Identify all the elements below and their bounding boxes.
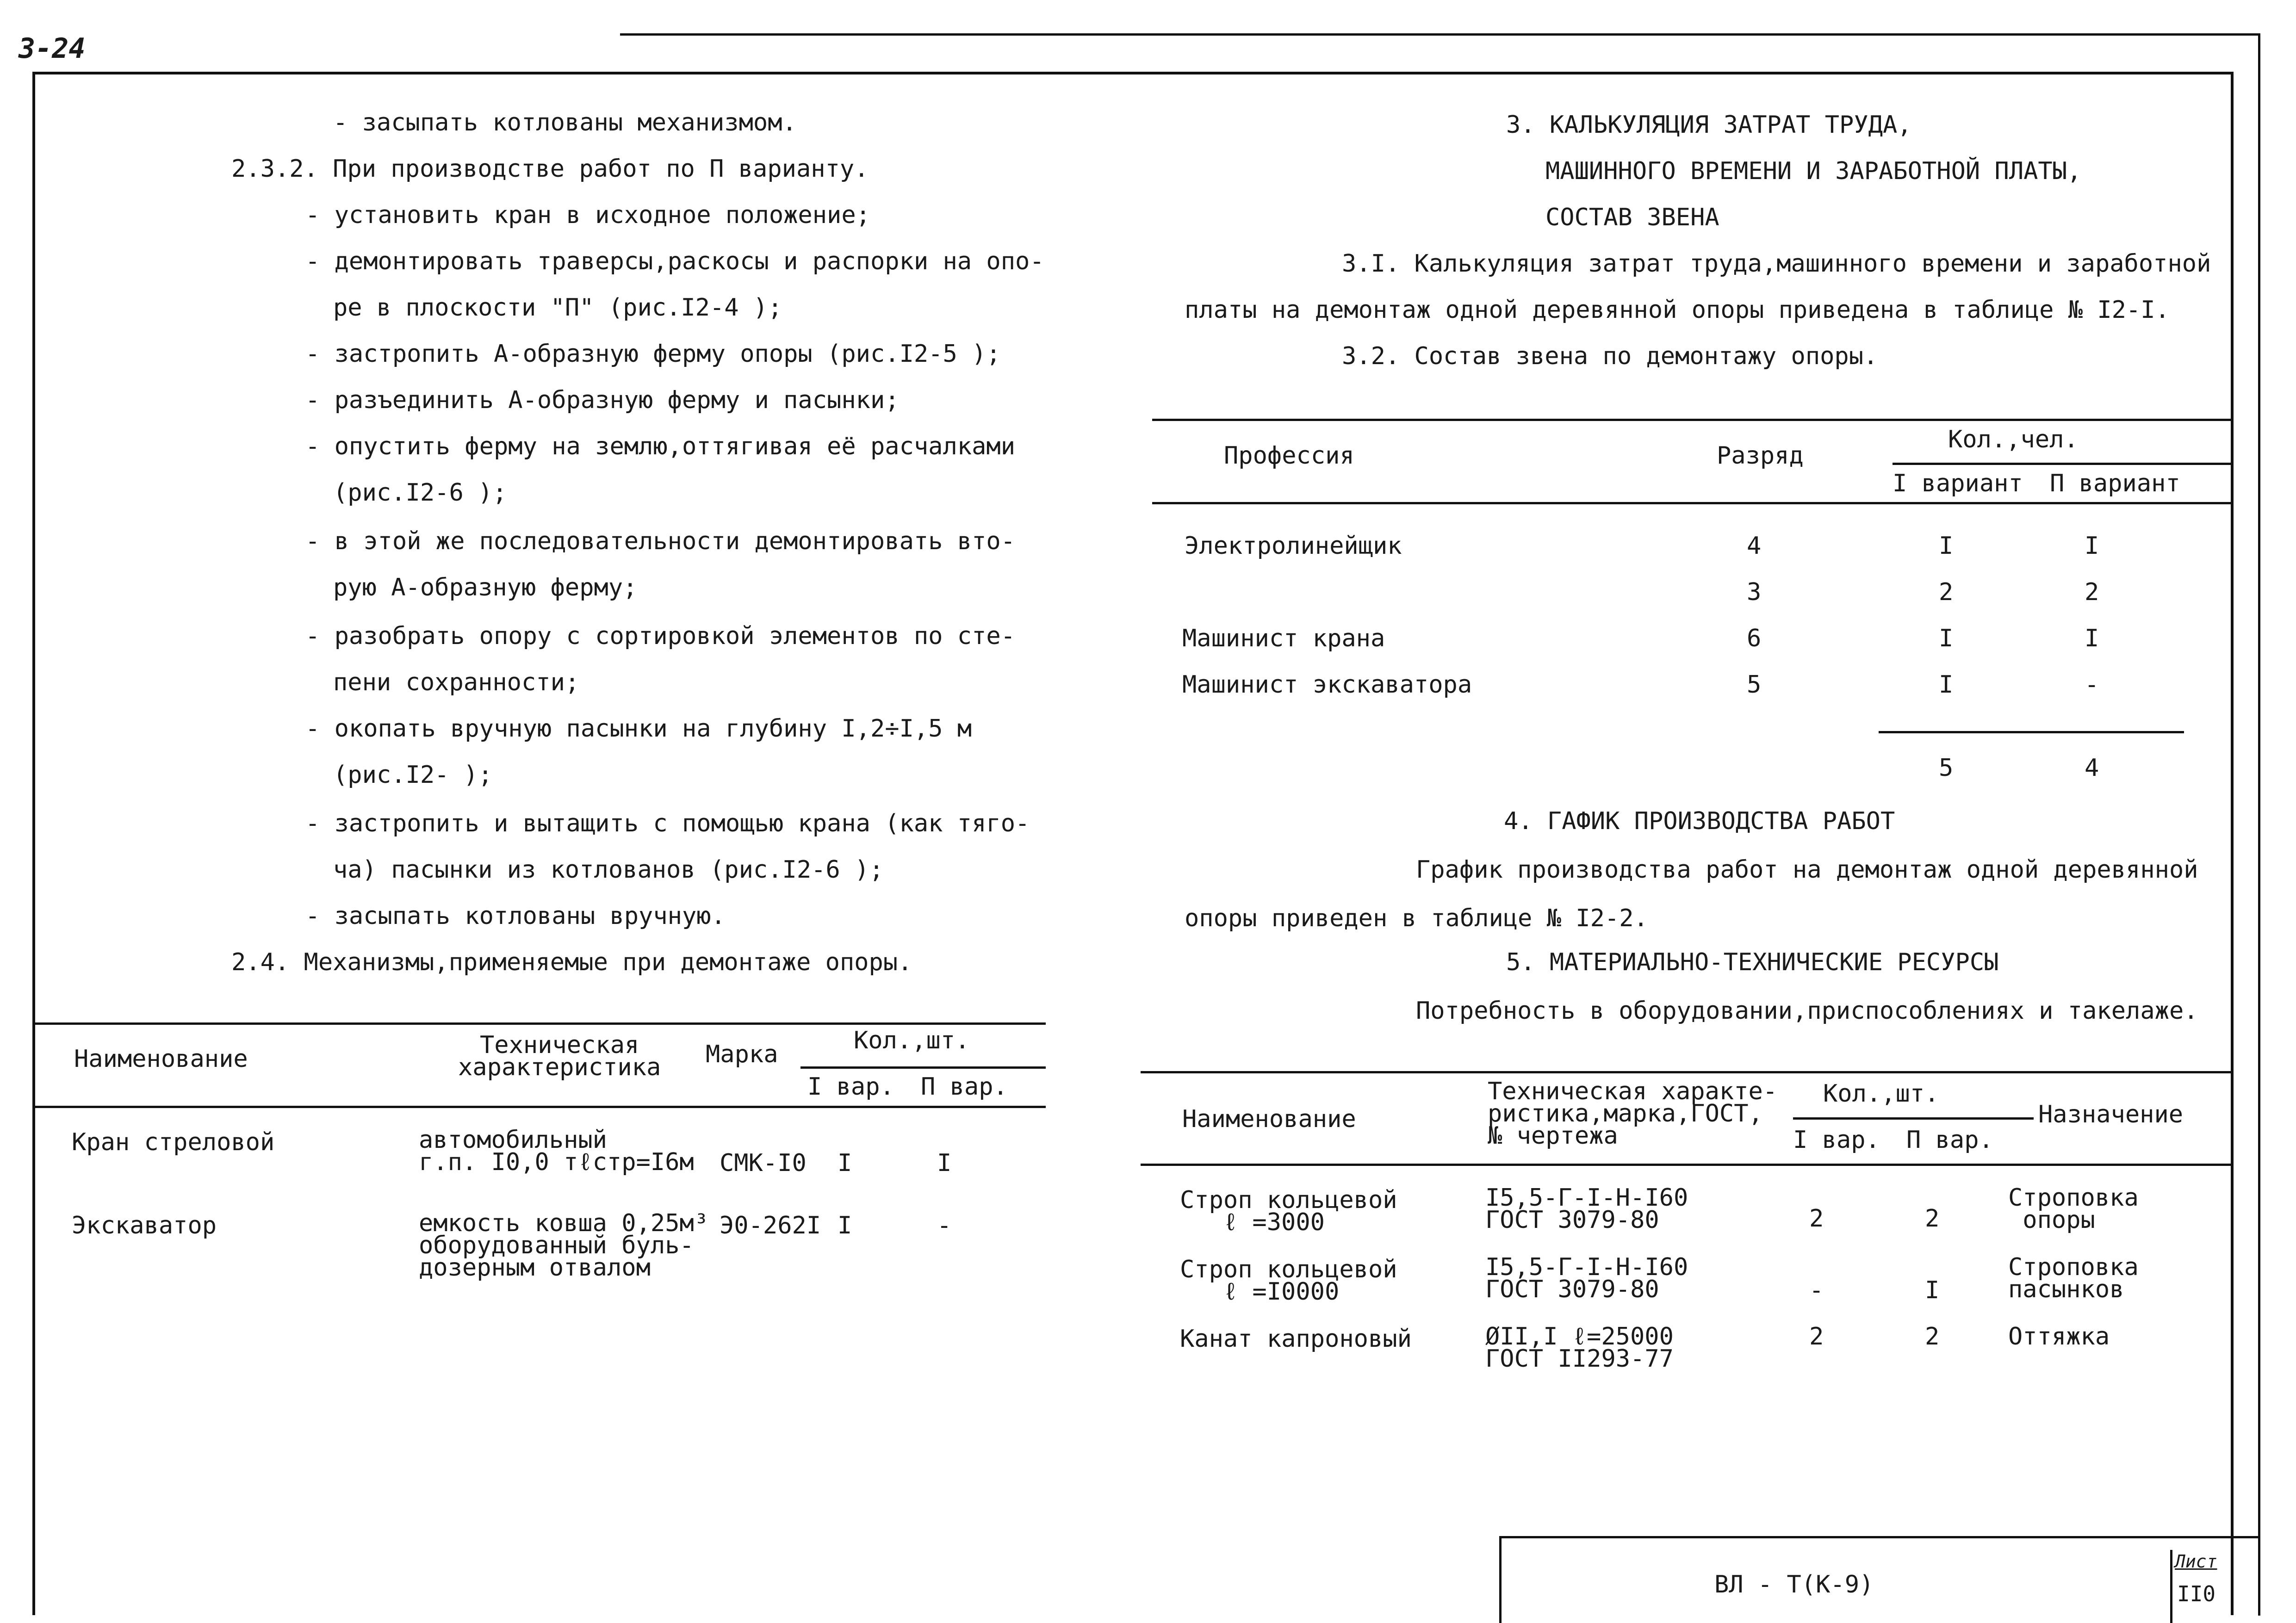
res-row-3-var1: 2: [1809, 1323, 1824, 1350]
crew-row-1-var2: I: [2085, 532, 2099, 560]
left-line-10: - в этой же последовательности демонтировать вто-: [305, 527, 1016, 555]
res-row-1-tech: I5,5-Г-I-Н-I60 ГОСТ 3079-80: [1485, 1184, 1688, 1234]
crew-header-var2: П вариант: [2050, 470, 2180, 497]
left-line-19: 2.4. Механизмы,применяемые при демонтаже опоры.: [231, 948, 912, 976]
stamp-left-rule: [1499, 1536, 1502, 1623]
crew-row-3-var2: I: [2085, 625, 2099, 652]
left-line-1: - засыпать котлованы механизмом.: [333, 109, 797, 136]
stamp-sheet-number: II0: [2177, 1581, 2216, 1606]
section-3-heading-line-2: МАШИННОГО ВРЕМЕНИ И ЗАРАБОТНОЙ ПЛАТЫ,: [1545, 157, 2082, 185]
left-line-6: - застропить А-образную ферму опоры (рис.I2-5 );: [305, 340, 1001, 368]
res-row-1-var2: 2: [1925, 1205, 1940, 1233]
left-line-11: рую А-образную ферму;: [333, 574, 638, 601]
left-line-8: - опустить ферму на землю,оттягивая её расчалками: [305, 433, 1016, 460]
p31-line-1: 3.I. Калькуляция затрат труда,машинного времени и заработной: [1342, 250, 2211, 278]
p5-text: Потребность в оборудовании,приспособлениях и такелаже.: [1416, 997, 2198, 1025]
res-table-top-rule: [1141, 1071, 2233, 1073]
crew-row-4-var1: I: [1939, 671, 1954, 699]
left-line-4: - демонтировать траверсы,раскосы и распорки на опо-: [305, 248, 1044, 275]
crew-row-4-var2: -: [2085, 671, 2099, 699]
res-row-2-purpose: Строповка пасынков: [2008, 1253, 2139, 1303]
mech-row-1-var2: I: [937, 1149, 952, 1177]
left-line-9: (рис.I2-6 );: [333, 479, 507, 507]
mech-row-2-tech: емкость ковша 0,25м³ оборудованный буль- дозерным отвалом: [419, 1209, 709, 1282]
section-3-heading-line-1: 3. КАЛЬКУЛЯЦИЯ ЗАТРАТ ТРУДА,: [1506, 111, 1912, 139]
crew-row-4-grade: 5: [1747, 671, 1762, 699]
left-line-18: - засыпать котлованы вручную.: [305, 902, 726, 930]
res-row-1-purpose: Строповка опоры: [2008, 1184, 2139, 1234]
crew-row-1-profession: Электролинейщик: [1185, 532, 1402, 560]
crew-row-2-grade: 3: [1747, 578, 1762, 606]
crew-header-qty: Кол.,чел.: [1948, 426, 2079, 453]
crew-table-top-rule: [1152, 419, 2233, 421]
p4-line-2: опоры приведен в таблице № I2-2.: [1185, 904, 1648, 932]
section-3-heading-line-3: СОСТАВ ЗВЕНА: [1545, 204, 1719, 231]
right-border: [2258, 33, 2260, 1616]
crew-header-bottom-rule: [1152, 502, 2233, 504]
stamp-sheet-divider: [2170, 1550, 2172, 1623]
mech-row-2-var1: I: [838, 1212, 852, 1239]
res-header-purpose: Назначение: [2038, 1101, 2184, 1128]
mech-row-1-name: Кран стреловой: [72, 1128, 275, 1156]
crew-row-1-grade: 4: [1747, 532, 1762, 560]
section-5-heading: 5. МАТЕРИАЛЬНО-ТЕХНИЧЕСКИЕ РЕСУРСЫ: [1506, 948, 1999, 976]
res-row-3-tech: ØII,I ℓ=25000 ГОСТ II293-77: [1485, 1323, 1674, 1373]
res-row-1-name: Строп кольцевой ℓ =3000: [1180, 1186, 1397, 1236]
section-4-heading: 4. ГАФИК ПРОИЗВОДСТВА РАБОТ: [1504, 807, 1895, 835]
res-header-name: Наименование: [1182, 1105, 1356, 1133]
res-row-3-name: Канат капроновый: [1180, 1325, 1412, 1353]
mech-row-2-mark: Э0-262I: [720, 1212, 821, 1239]
res-row-3-purpose: Оттяжка: [2008, 1323, 2110, 1350]
mech-table-top-rule: [35, 1022, 1046, 1025]
left-line-7: - разъединить А-образную ферму и пасынки;: [305, 386, 900, 414]
crew-row-4-profession: Машинист экскаватора: [1182, 671, 1472, 699]
left-line-13: пени сохранности;: [333, 669, 580, 696]
crew-total-rule: [1879, 731, 2184, 733]
mech-row-1-mark: СМК-I0: [720, 1149, 807, 1177]
page-corner-mark: 3-24: [19, 32, 86, 65]
crew-row-2-var1: 2: [1939, 578, 1954, 606]
mech-qty-rule: [800, 1066, 1046, 1069]
left-line-16: - застропить и вытащить с помощью крана (как тяго-: [305, 810, 1030, 837]
mech-header-name: Наименование: [74, 1045, 248, 1073]
stamp-sheet-label: Лист: [2175, 1551, 2217, 1572]
crew-row-3-var1: I: [1939, 625, 1954, 652]
left-line-15: (рис.I2- );: [333, 761, 493, 789]
crew-header-grade: Разряд: [1717, 442, 1804, 470]
res-row-1-var1: 2: [1809, 1205, 1824, 1233]
res-header-bottom-rule: [1141, 1164, 2233, 1166]
p32-text: 3.2. Состав звена по демонтажу опоры.: [1342, 342, 1878, 370]
res-header-var2: П вар.: [1906, 1126, 1993, 1154]
mech-row-2-name: Экскаватор: [72, 1212, 217, 1239]
res-qty-rule: [1793, 1117, 2034, 1120]
left-line-3: - установить кран в исходное положение;: [305, 201, 870, 229]
left-line-5: ре в плоскости "П" (рис.I2-4 );: [333, 294, 782, 322]
stamp-code: ВЛ - Т(К-9): [1714, 1571, 1874, 1598]
crew-qty-rule: [1893, 463, 2233, 465]
p31-line-2: платы на демонтаж одной деревянной опоры приведена в таблице № I2-I.: [1185, 296, 2170, 324]
res-header-qty: Кол.,шт.: [1823, 1080, 1939, 1108]
crew-total-var1: 5: [1939, 754, 1954, 782]
crew-header-profession: Профессия: [1224, 442, 1354, 470]
crew-header-var1: I вариант: [1893, 470, 2023, 497]
mech-row-1-tech: автомобильный г.п. I0,0 тℓстр=I6м: [419, 1126, 694, 1176]
crew-row-2-var2: 2: [2085, 578, 2099, 606]
mech-header-qty: Кол.,шт.: [854, 1027, 970, 1054]
top-border: [620, 33, 2258, 36]
mech-header-var2: П вар.: [921, 1073, 1008, 1101]
crew-row-1-var1: I: [1939, 532, 1954, 560]
mech-header-var1: I вар.: [807, 1073, 894, 1101]
left-line-17: ча) пасынки из котлованов (рис.I2-6 );: [333, 856, 884, 884]
mech-header-bottom-rule: [35, 1106, 1046, 1108]
res-row-2-tech: I5,5-Г-I-Н-I60 ГОСТ 3079-80: [1485, 1253, 1688, 1303]
crew-row-3-grade: 6: [1747, 625, 1762, 652]
mech-header-mark: Марка: [706, 1041, 778, 1068]
mech-row-2-var2: -: [937, 1212, 952, 1239]
mech-row-1-var1: I: [838, 1149, 852, 1177]
res-row-2-var1: -: [1809, 1276, 1824, 1304]
p4-line-1: График производства работ на демонтаж одной деревянной: [1416, 856, 2198, 884]
left-line-12: - разобрать опору с сортировкой элементов по сте-: [305, 622, 1016, 650]
res-row-2-var2: I: [1925, 1276, 1940, 1304]
left-line-14: - окопать вручную пасынки на глубину I,2÷I,5 м: [305, 715, 972, 743]
left-line-2: 2.3.2. При производстве работ по П варианту.: [231, 155, 869, 183]
res-row-3-var2: 2: [1925, 1323, 1940, 1350]
crew-total-var2: 4: [2085, 754, 2099, 782]
res-header-var1: I вар.: [1793, 1126, 1880, 1154]
res-row-2-name: Строп кольцевой ℓ =I0000: [1180, 1256, 1397, 1306]
res-header-tech: Техническая характе- ристика,марка,ГОСТ, № чертежа: [1488, 1078, 1778, 1150]
mech-header-tech: Техническая характеристика: [458, 1031, 661, 1081]
stamp-top-rule: [1499, 1536, 2260, 1538]
crew-row-3-profession: Машинист крана: [1182, 625, 1385, 652]
